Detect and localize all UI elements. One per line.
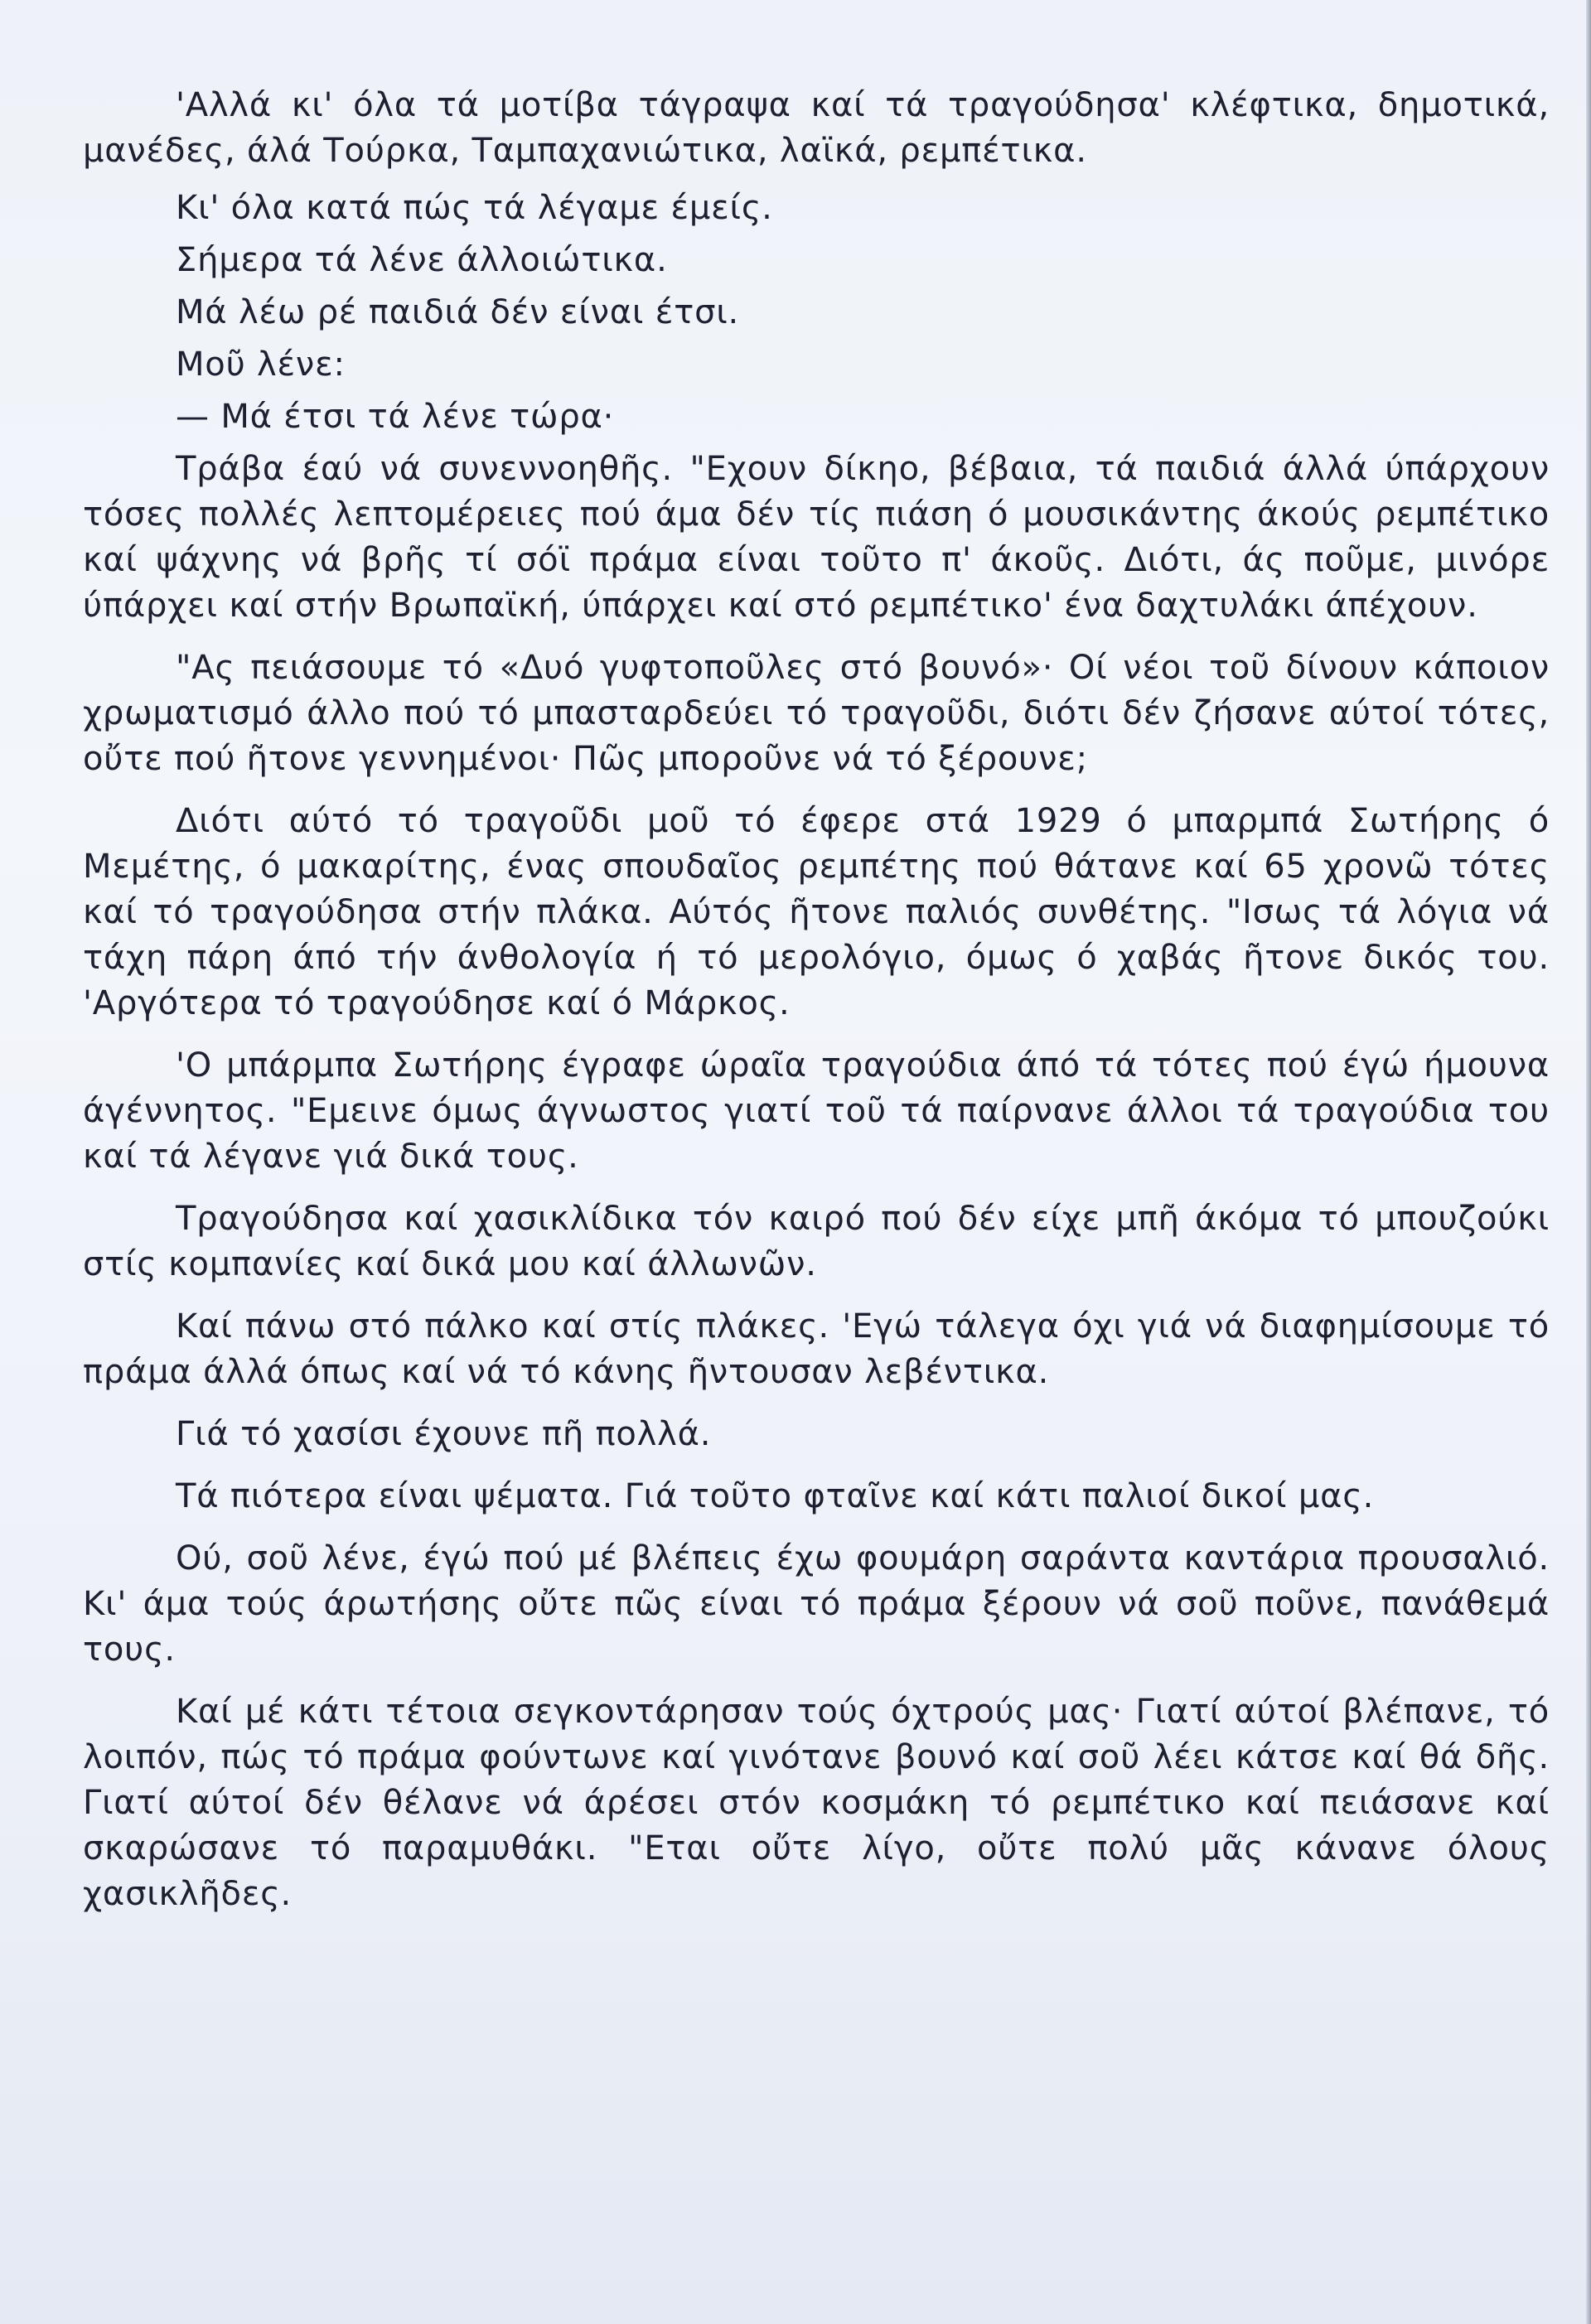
paragraph-6: — Μά έτσι τά λένε τώρα· xyxy=(176,398,615,436)
paragraph-14: Τά πιότερα είναι ψέματα. Γιά τοῦτο φταῖνε καί κάτι παλιοί δικοί μας. xyxy=(176,1477,1375,1515)
paragraph-3: Σήμερα τά λένε άλλοιώτικα. xyxy=(176,241,668,279)
paragraph-8: "Ας πειάσουμε τό «Δυό γυφτοποῦλες στό βουνό»· Οί νέοι τοῦ δίνουν κάποιον χρωματισμό άλλο πού τό μπασταρδεύει τό τραγοῦδι, διότι δέν ζήσανε αύτοί τότες, οὔτε πού ῆτονε γεννημένοι· Πῶς μποροῦνε νά τό ξέρουνε; xyxy=(83,649,1550,778)
paragraph-9: Διότι αύτό τό τραγοῦδι μοῦ τό έφερε στά 1929 ό μπαρμπά Σωτήρης ό Μεμέτης, ό μακαρίτης, ένας σπουδαῖος ρεμπέτης πού θάτανε καί 65 χρονῶ τότες καί τό τραγούδησα στήν πλάκα. Αύτός ῆτονε παλιός συνθέτης. "Ισως τά λόγια νά τάχη πάρη άπό τήν άνθολογία ή τό μερολόγιο, όμως ό χαβάς ῆτονε δικός του. 'Αργότερα τό τραγούδησε καί ό Μάρκος. xyxy=(83,802,1550,1022)
paragraph-1: 'Αλλά κι' όλα τά μοτίβα τάγραψα καί τά τραγούδησα' κλέφτικα, δημοτικά, μανέδες, άλά Τούρκα, Ταμπαχανιώτικα, λαϊκά, ρεμπέτικα. xyxy=(83,86,1550,170)
paragraph-4: Μά λέω ρέ παιδιά δέν είναι έτσι. xyxy=(176,293,740,331)
paragraph-11: Τραγούδησα καί χασικλίδικα τόν καιρό πού δέν είχε μπῆ άκόμα τό μπουζούκι στίς κομπανίες καί δικά μου καί άλλωνῶν. xyxy=(83,1200,1550,1283)
paragraph-2: Κι' όλα κατά πώς τά λέγαμε έμείς. xyxy=(176,189,773,227)
paragraph-12: Καί πάνω στό πάλκο καί στίς πλάκες. 'Εγώ τάλεγα όχι γιά νά διαφημίσουμε τό πράμα άλλά όπως καί νά τό κάνης ῆντουσαν λεβέντικα. xyxy=(83,1307,1550,1391)
page-edge-shadow xyxy=(1586,0,1591,2324)
paragraph-10: 'Ο μπάρμπα Σωτήρης έγραφε ώραῖα τραγούδια άπό τά τότες πού έγώ ήμουνα άγέννητος. "Εμεινε όμως άγνωστος γιατί τοῦ τά παίρνανε άλλοι τά τραγούδια του καί τά λέγανε γιά δικά τους. xyxy=(83,1046,1550,1176)
paragraph-5: Μοῦ λένε: xyxy=(176,345,346,384)
book-page xyxy=(83,83,1550,2303)
paragraph-7: Τράβα έαύ νά συνεννοηθῆς. "Εχουν δίκηο, βέβαια, τά παιδιά άλλά ύπάρχουν τόσες πολλές λεπτομέρειες πού άμα δέν τίς πιάση ό μουσικάντης άκούς ρεμπέτικο καί ψάχνης νά βρῆς τί σόϊ πράμα είναι τοῦτο π' άκοῦς. Διότι, άς ποῦμε, μινόρε ύπάρχει καί στήν Βρωπαϊκή, ύπάρχει καί στό ρεμπέτικο' ένα δαχτυλάκι άπέχουν. xyxy=(83,450,1550,625)
paragraph-15: Ού, σοῦ λένε, έγώ πού μέ βλέπεις έχω φουμάρη σαράντα καντάρια προυσαλιό. Κι' άμα τούς άρωτήσης οὔτε πῶς είναι τό πράμα ξέρουν νά σοῦ ποῦνε, πανάθεμά τους. xyxy=(83,1539,1550,1669)
paragraph-13: Γιά τό χασίσι έχουνε πῆ πολλά. xyxy=(176,1415,712,1453)
paragraph-16: Καί μέ κάτι τέτοια σεγκοντάρησαν τούς όχτρούς μας· Γιατί αύτοί βλέπανε, τό λοιπόν, πώς τό πράμα φούντωνε καί γινότανε βουνό καί σοῦ λέει κάτσε καί θά δῆς. Γιατί αύτοί δέν θέλανε νά άρέσει στόν κοσμάκη τό ρεμπέτικο καί πειάσανε καί σκαρώσανε τό παραμυθάκι. "Εται οὔτε λίγο, οὔτε πολύ μᾶς κάνανε όλους χασικλῆδες. xyxy=(83,1693,1550,1913)
